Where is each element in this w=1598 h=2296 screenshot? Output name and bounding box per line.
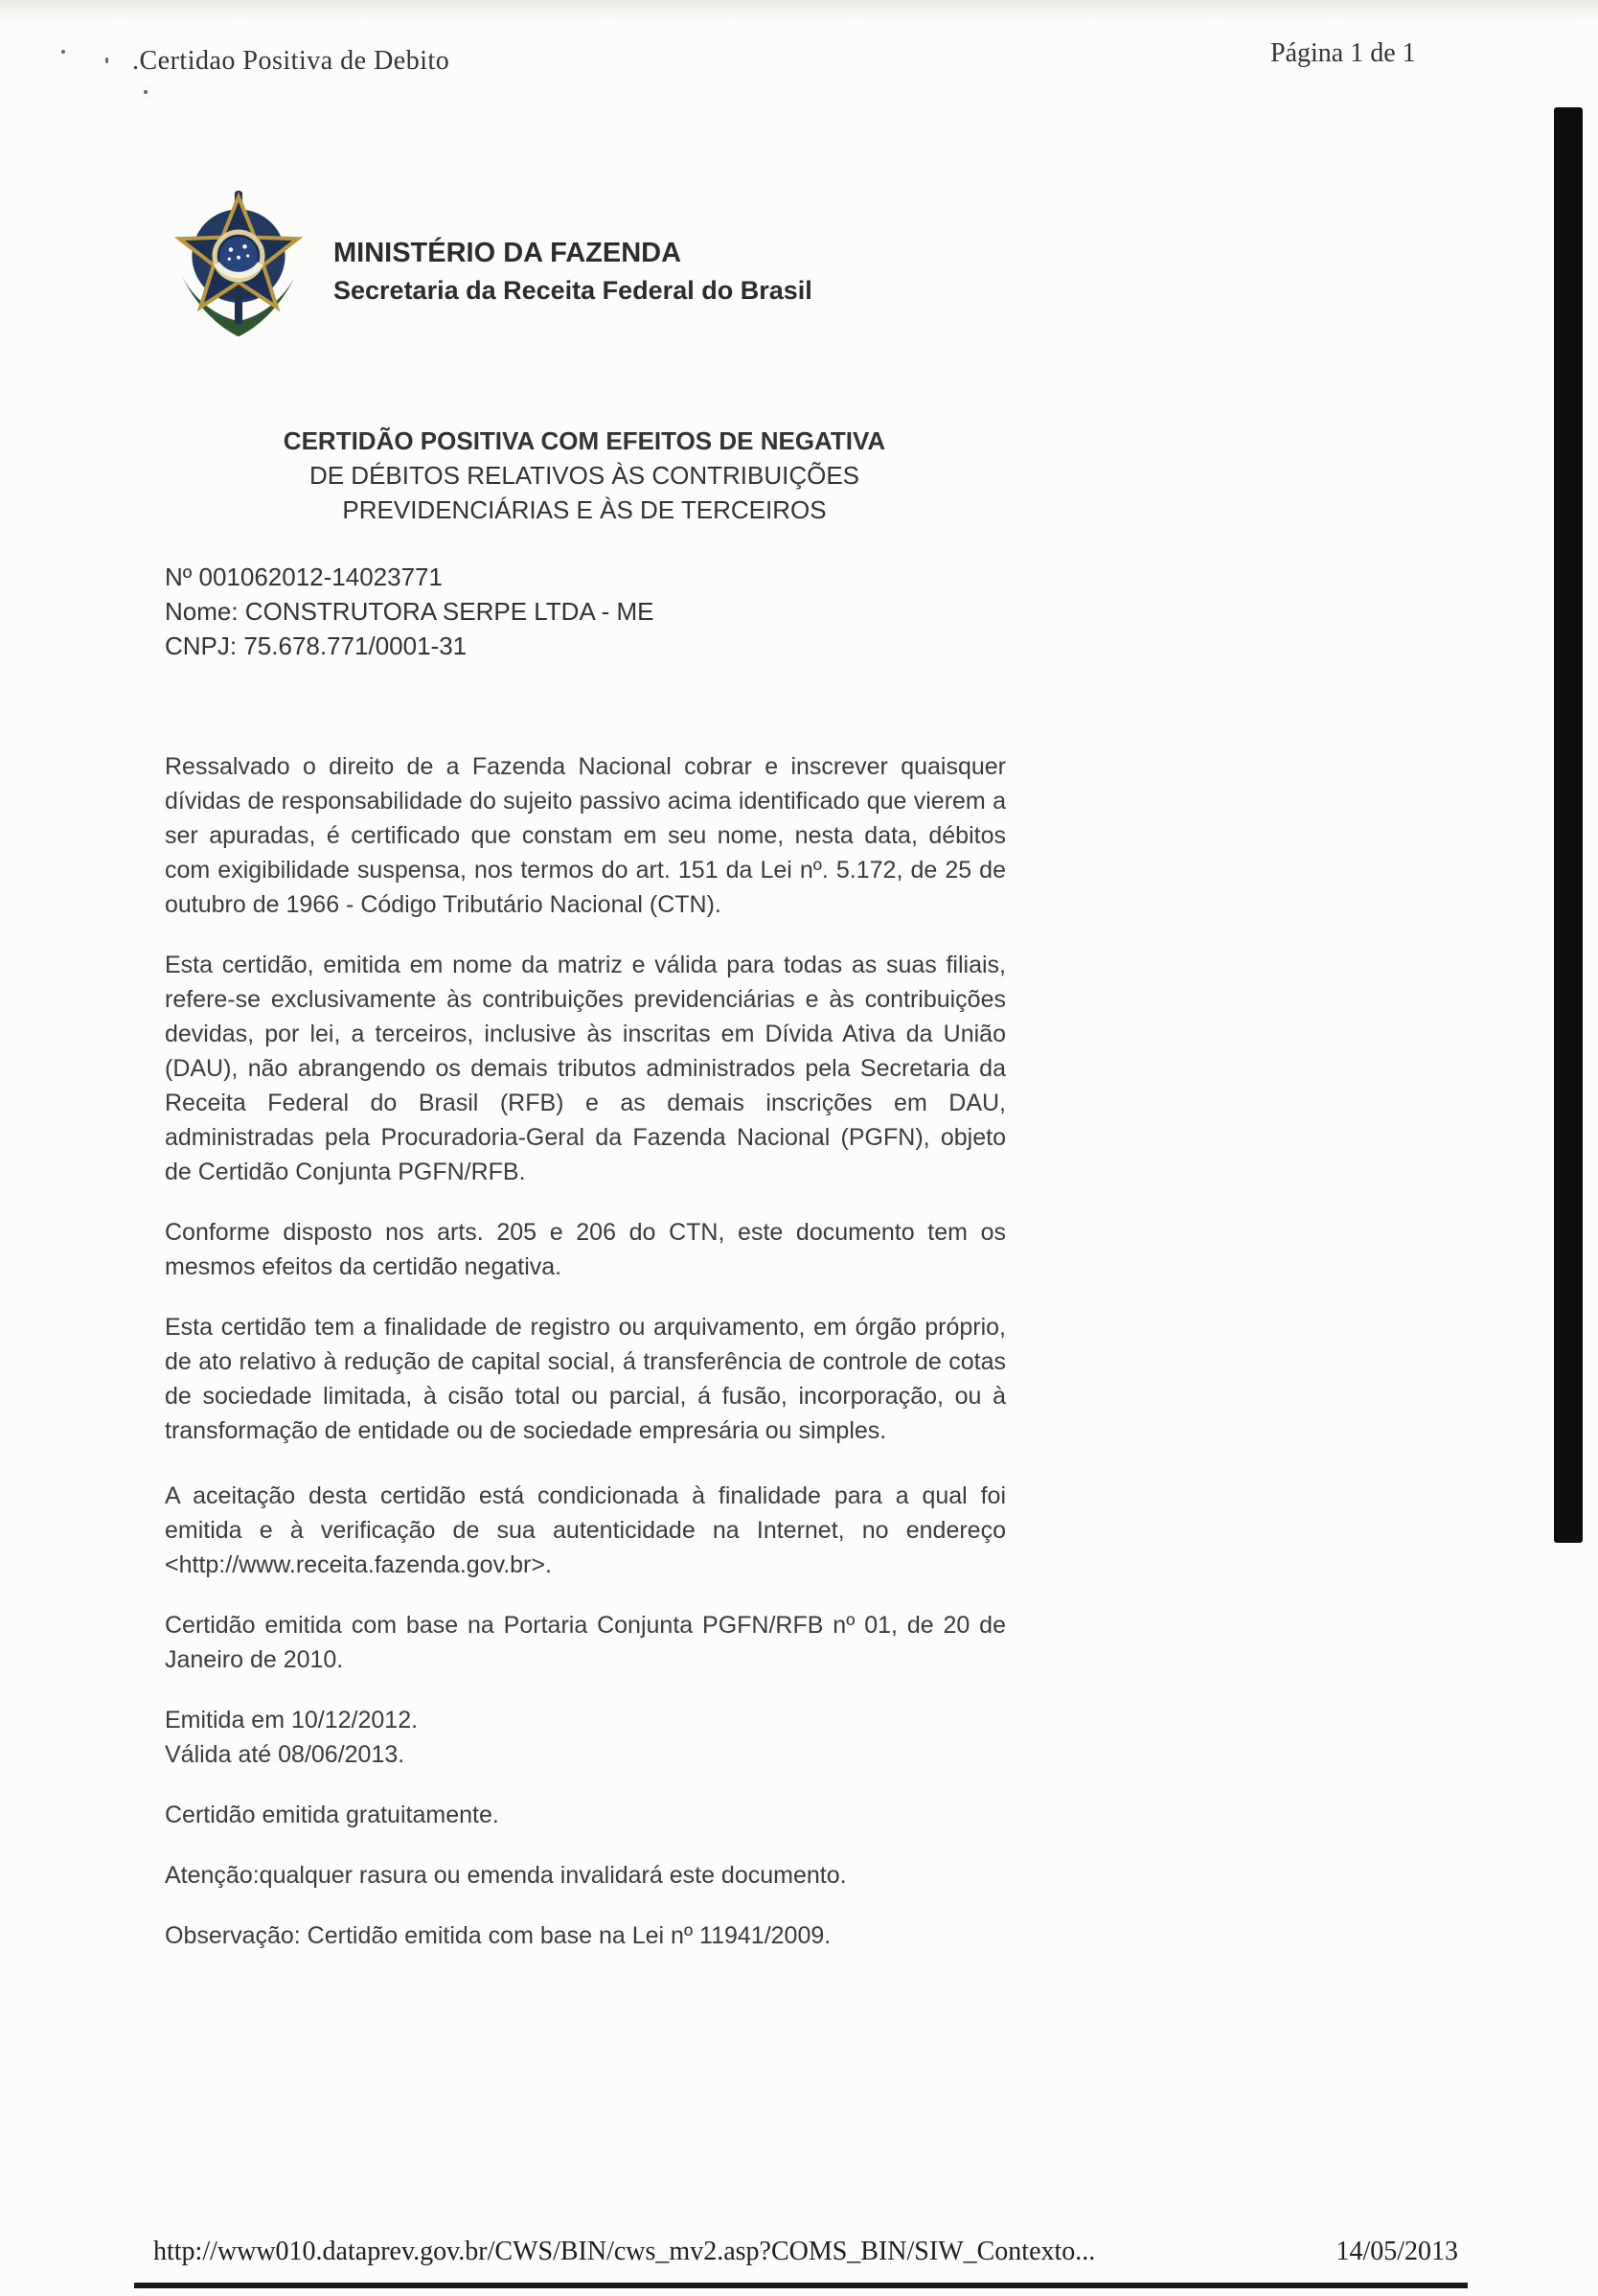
print-header-title: .Certidao Positiva de Debito xyxy=(132,46,450,76)
body-paragraph: Esta certidão, emitida em nome da matriz e válida para todas as suas filiais, refere-se exclusivamente às contribuições previdenciárias e às contribuições devidas, por lei, a terceiros, inclusive às inscritas em Dívida Ativa da União (DAU), não abrangendo os demais tributos administrados pela Secretaria da Receita Federal do Brasil (RFB) e as demais inscrições em DAU, administradas pela Procuradoria-Geral da Fazenda Nacional (PGFN), objeto de Certidão Conjunta PGFN/RFB. xyxy=(165,952,1006,1185)
scan-speck xyxy=(61,50,65,54)
company-cnpj: CNPJ: 75.678.771/0001-31 xyxy=(165,631,468,660)
identification-block xyxy=(165,560,653,663)
brazil-coat-of-arms-icon xyxy=(161,186,316,351)
body-paragraph: Conforme disposto nos arts. 205 e 206 do CTN, este documento tem os mesmos efeitos da certidão negativa. xyxy=(165,1219,1006,1280)
body-paragraph: Ressalvado o direito de a Fazenda Nacional cobrar e inscrever quaisquer dívidas de responsabilidade do sujeito passivo acima identificado que vierem a ser apuradas, é certificado que constam em seu nome, nesta data, débitos com exigibilidade suspensa, nos termos do art. 151 da Lei nº. 5.172, de 25 de outubro de 1966 - Código Tributário Nacional (CTN). xyxy=(165,753,1006,918)
ministry-name: MINISTÉRIO DA FAZENDA xyxy=(333,238,682,268)
valid-until-line: Válida até 08/06/2013. xyxy=(165,1741,405,1768)
document-title-line3: PREVIDENCIÁRIAS E ÀS DE TERCEIROS xyxy=(342,495,827,524)
scan-black-bar-artifact xyxy=(1554,107,1583,1543)
observation-line: Observação: Certidão emitida com base na Lei nº 11941/2009. xyxy=(165,1922,832,1949)
print-footer xyxy=(153,2237,1458,2267)
scan-speck xyxy=(144,90,148,94)
body-paragraph: Esta certidão tem a finalidade de registro ou arquivamento, em órgão próprio, de ato relativo à redução de capital social, á transferência de controle de cotas de sociedade limitada, à cisão total ou parcial, á fusão, incorporação, ou à transformação de entidade ou de sociedade empresária ou simples. xyxy=(165,1314,1006,1444)
document-body xyxy=(165,749,1006,1979)
body-paragraph: Certidão emitida com base na Portaria Conjunta PGFN/RFB nº 01, de 20 de Janeiro de 2010. xyxy=(165,1612,1006,1673)
attention-line: Atenção:qualquer rasura ou emenda invalidará este documento. xyxy=(165,1862,847,1889)
print-header-page-number: Página 1 de 1 xyxy=(1270,38,1416,68)
document-title-line2: DE DÉBITOS RELATIVOS ÀS CONTRIBUIÇÕES xyxy=(308,461,860,490)
issued-date-line: Emitida em 10/12/2012. xyxy=(165,1707,419,1733)
document-title xyxy=(163,424,1006,527)
scan-speck xyxy=(105,57,108,63)
scan-bottom-edge-artifact xyxy=(134,2283,1468,2288)
body-paragraph: A aceitação desta certidão está condicionada à finalidade para a qual foi emitida e à verificação de sua autenticidade na Internet, no endereço <http://www.receita.fazenda.gov.br>. xyxy=(165,1482,1006,1578)
scan-edge-shading xyxy=(0,0,1598,21)
secretariat-name: Secretaria da Receita Federal do Brasil xyxy=(333,276,812,305)
certificate-number: Nº 001062012-14023771 xyxy=(165,563,443,591)
company-name: Nome: CONSTRUTORA SERPE LTDA - ME xyxy=(165,597,654,626)
document-title-line1: CERTIDÃO POSITIVA COM EFEITOS DE NEGATIVA xyxy=(283,426,886,455)
footer-date: 14/05/2013 xyxy=(1335,2237,1458,2266)
footer-url: http://www010.dataprev.gov.br/CWS/BIN/cws_mv2.asp?COMS_BIN/SIW_Contexto... xyxy=(153,2237,1096,2266)
body-paragraph: Certidão emitida gratuitamente. xyxy=(165,1802,499,1828)
